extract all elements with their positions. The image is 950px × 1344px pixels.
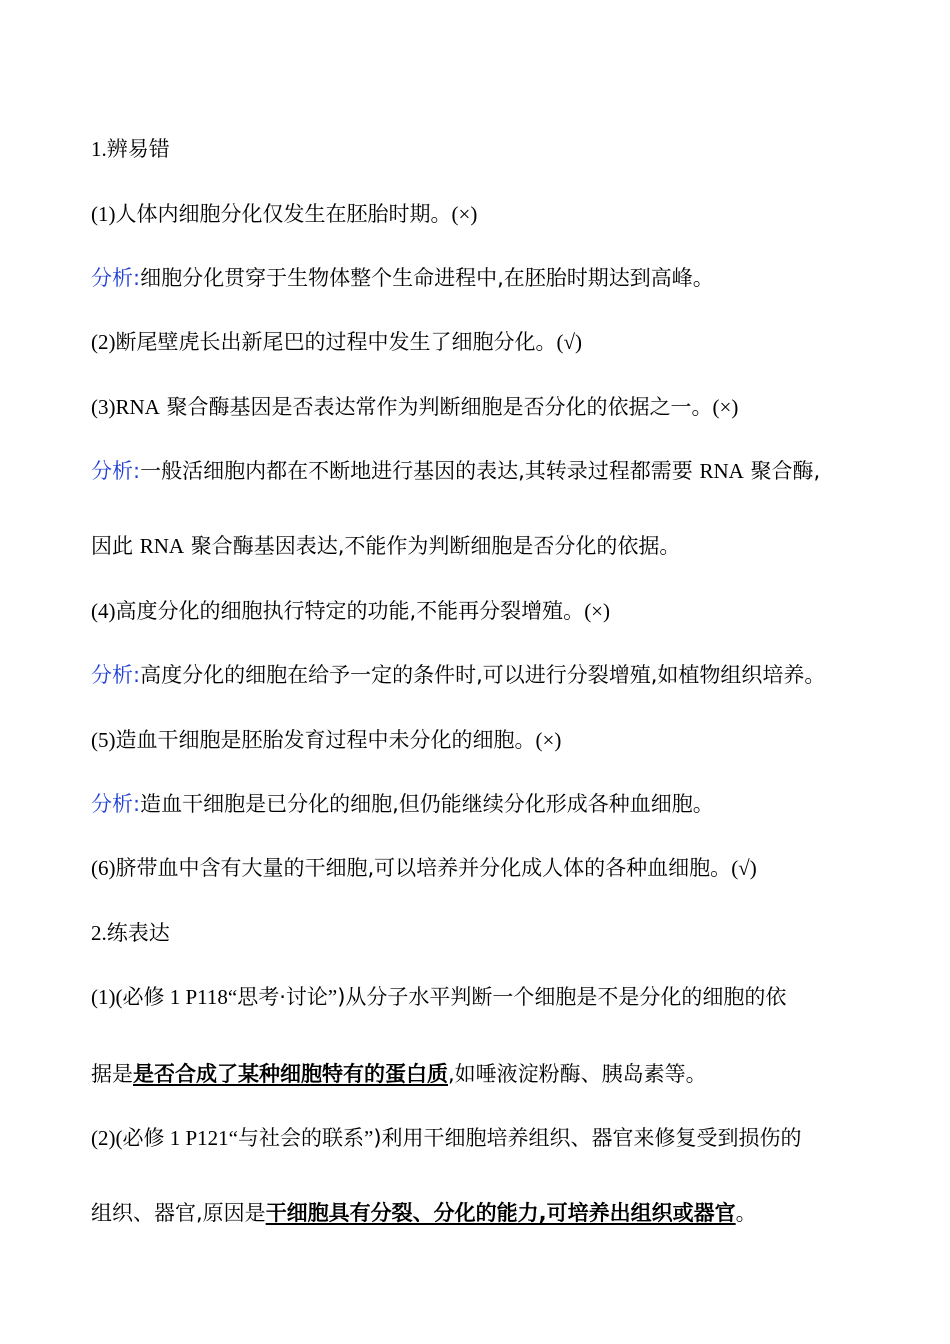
analysis-4: 分析:高度分化的细胞在给予一定的条件时,可以进行分裂增殖,如植物组织培养。 <box>91 663 826 687</box>
item-4: (4)高度分化的细胞执行特定的功能,不能再分裂增殖。(×) <box>91 599 611 623</box>
answer-1: 是否合成了某种细胞特有的蛋白质 <box>133 1062 448 1086</box>
item-3: (3)RNA 聚合酶基因是否表达常作为判断细胞是否分化的依据之一。(×) <box>91 395 739 419</box>
question-2-line2: 组织、器官,原因是干细胞具有分裂、分化的能力,可培养出组织或器官。 <box>91 1201 757 1225</box>
analysis-1: 分析:细胞分化贯穿于生物体整个生命进程中,在胚胎时期达到高峰。 <box>91 266 714 290</box>
analysis-3-line2: 因此 RNA 聚合酶基因表达,不能作为判断细胞是否分化的依据。 <box>91 534 681 558</box>
question-2-line1: (2)(必修 1 P121“与社会的联系”)利用干细胞培养组织、器官来修复受到损伤的 <box>91 1126 802 1150</box>
item-1: (1)人体内细胞分化仅发生在胚胎时期。(×) <box>91 202 478 226</box>
analysis-label: 分析: <box>91 792 141 816</box>
section-heading-2: 2.练表达 <box>91 921 170 945</box>
analysis-label: 分析: <box>91 459 141 483</box>
analysis-5: 分析:造血干细胞是已分化的细胞,但仍能继续分化形成各种血细胞。 <box>91 792 714 816</box>
item-5: (5)造血干细胞是胚胎发育过程中未分化的细胞。(×) <box>91 728 562 752</box>
item-6: (6)脐带血中含有大量的干细胞,可以培养并分化成人体的各种血细胞。(√) <box>91 856 757 880</box>
section-heading-1: 1.辨易错 <box>91 137 170 161</box>
question-1-line1: (1)(必修 1 P118“思考·讨论”)从分子水平判断一个细胞是不是分化的细胞的依 <box>91 985 787 1009</box>
analysis-label: 分析: <box>91 266 141 290</box>
item-2: (2)断尾壁虎长出新尾巴的过程中发生了细胞分化。(√) <box>91 330 583 354</box>
analysis-3-line1: 分析:一般活细胞内都在不断地进行基因的表达,其转录过程都需要 RNA 聚合酶, <box>91 459 821 483</box>
question-1-line2: 据是是否合成了某种细胞特有的蛋白质,如唾液淀粉酶、胰岛素等。 <box>91 1062 707 1086</box>
answer-2: 干细胞具有分裂、分化的能力,可培养出组织或器官 <box>265 1201 736 1225</box>
analysis-label: 分析: <box>91 663 141 687</box>
